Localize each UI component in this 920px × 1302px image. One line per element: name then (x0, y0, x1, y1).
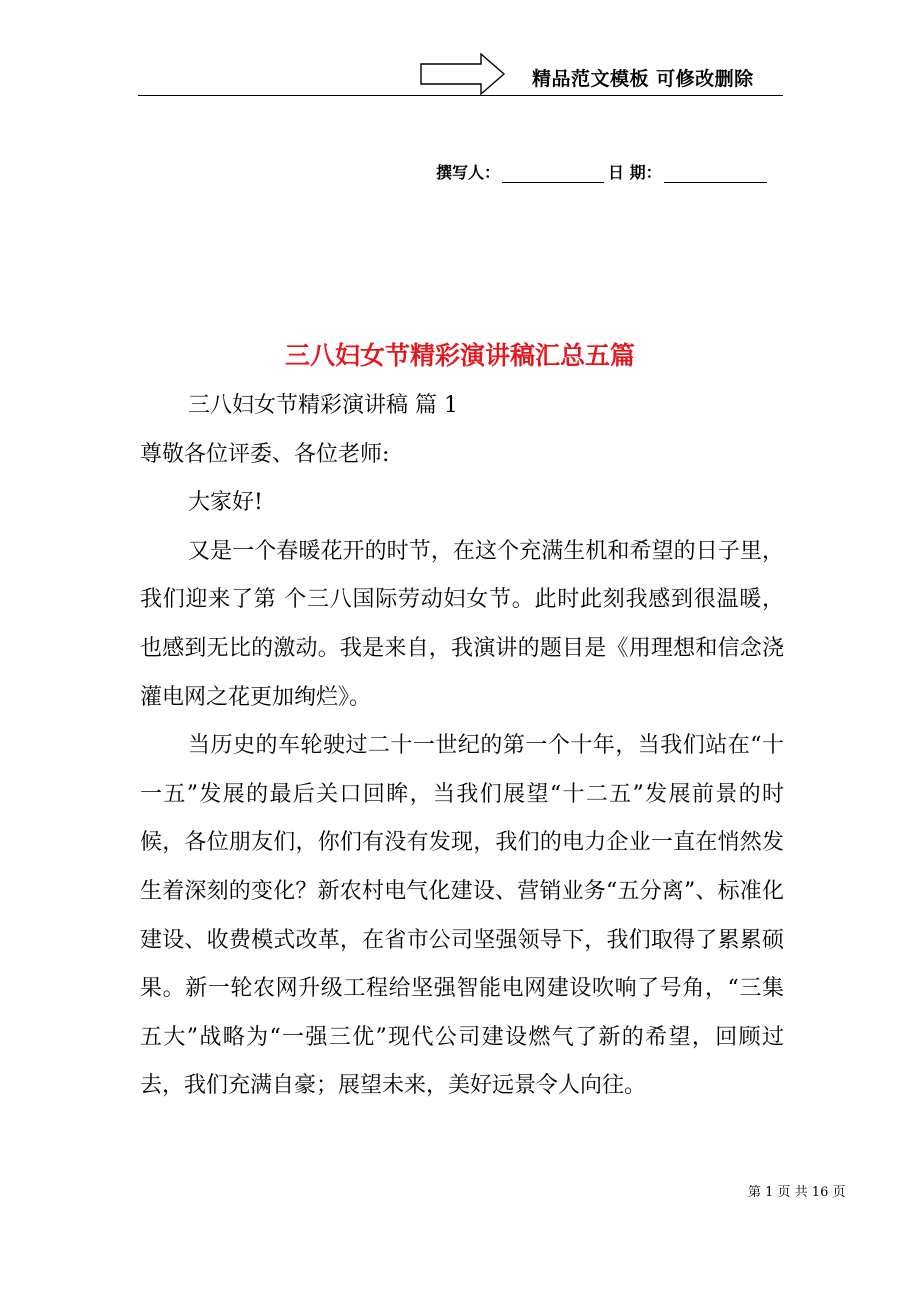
section-heading: 三八妇女节精彩演讲稿 篇 1 (188, 393, 458, 418)
header-divider (138, 95, 783, 96)
date-blank (664, 163, 767, 183)
document-body (140, 382, 784, 1111)
greeting: 大家好! (188, 490, 263, 516)
author-blank (502, 163, 604, 183)
document-title: 三八妇女节精彩演讲稿汇总五篇 (284, 341, 635, 370)
arrow-icon (420, 52, 506, 96)
salutation: 尊敬各位评委、各位老师: (140, 441, 390, 467)
page-number: 第 1 页 共 16 页 (748, 1185, 846, 1200)
header-title: 精品范文模板 可修改删除 (532, 68, 754, 90)
author-label: 撰写人： (436, 163, 501, 182)
meta-row (436, 160, 769, 183)
paragraph: 当历史的车轮驶过二十一世纪的第一个十年，当我们站在“十一五”发展的最后关口回眸，当我们展望“十二五”发展前景的时候，各位朋友们，你们有没有发现，我们的电力企业一直在悄然发生着深刻的变化？新农村电气化建设、营销业务“五分离”、标准化建设、收费模式改革，在省市公司坚强领导下，我们取得了累累硕果。新一轮农网升级工程给坚强智能电网建设吹响了号角，“三集五大”战略为“一强三优”现代公司建设燃气了新的希望，回顾过去，我们充满自豪；展望未来，美好远景令人向往。 (140, 733, 784, 1099)
paragraph: 又是一个春暖花开的时节，在这个充满生机和希望的日子里，我们迎来了第 个三八国际劳动妇女节。此时此刻我感到很温暖，也感到无比的激动。我是来自，我演讲的题目是《用理想和信念浇灌电网之花更加绚烂》。 (140, 538, 784, 710)
date-label: 日 期： (608, 163, 662, 182)
